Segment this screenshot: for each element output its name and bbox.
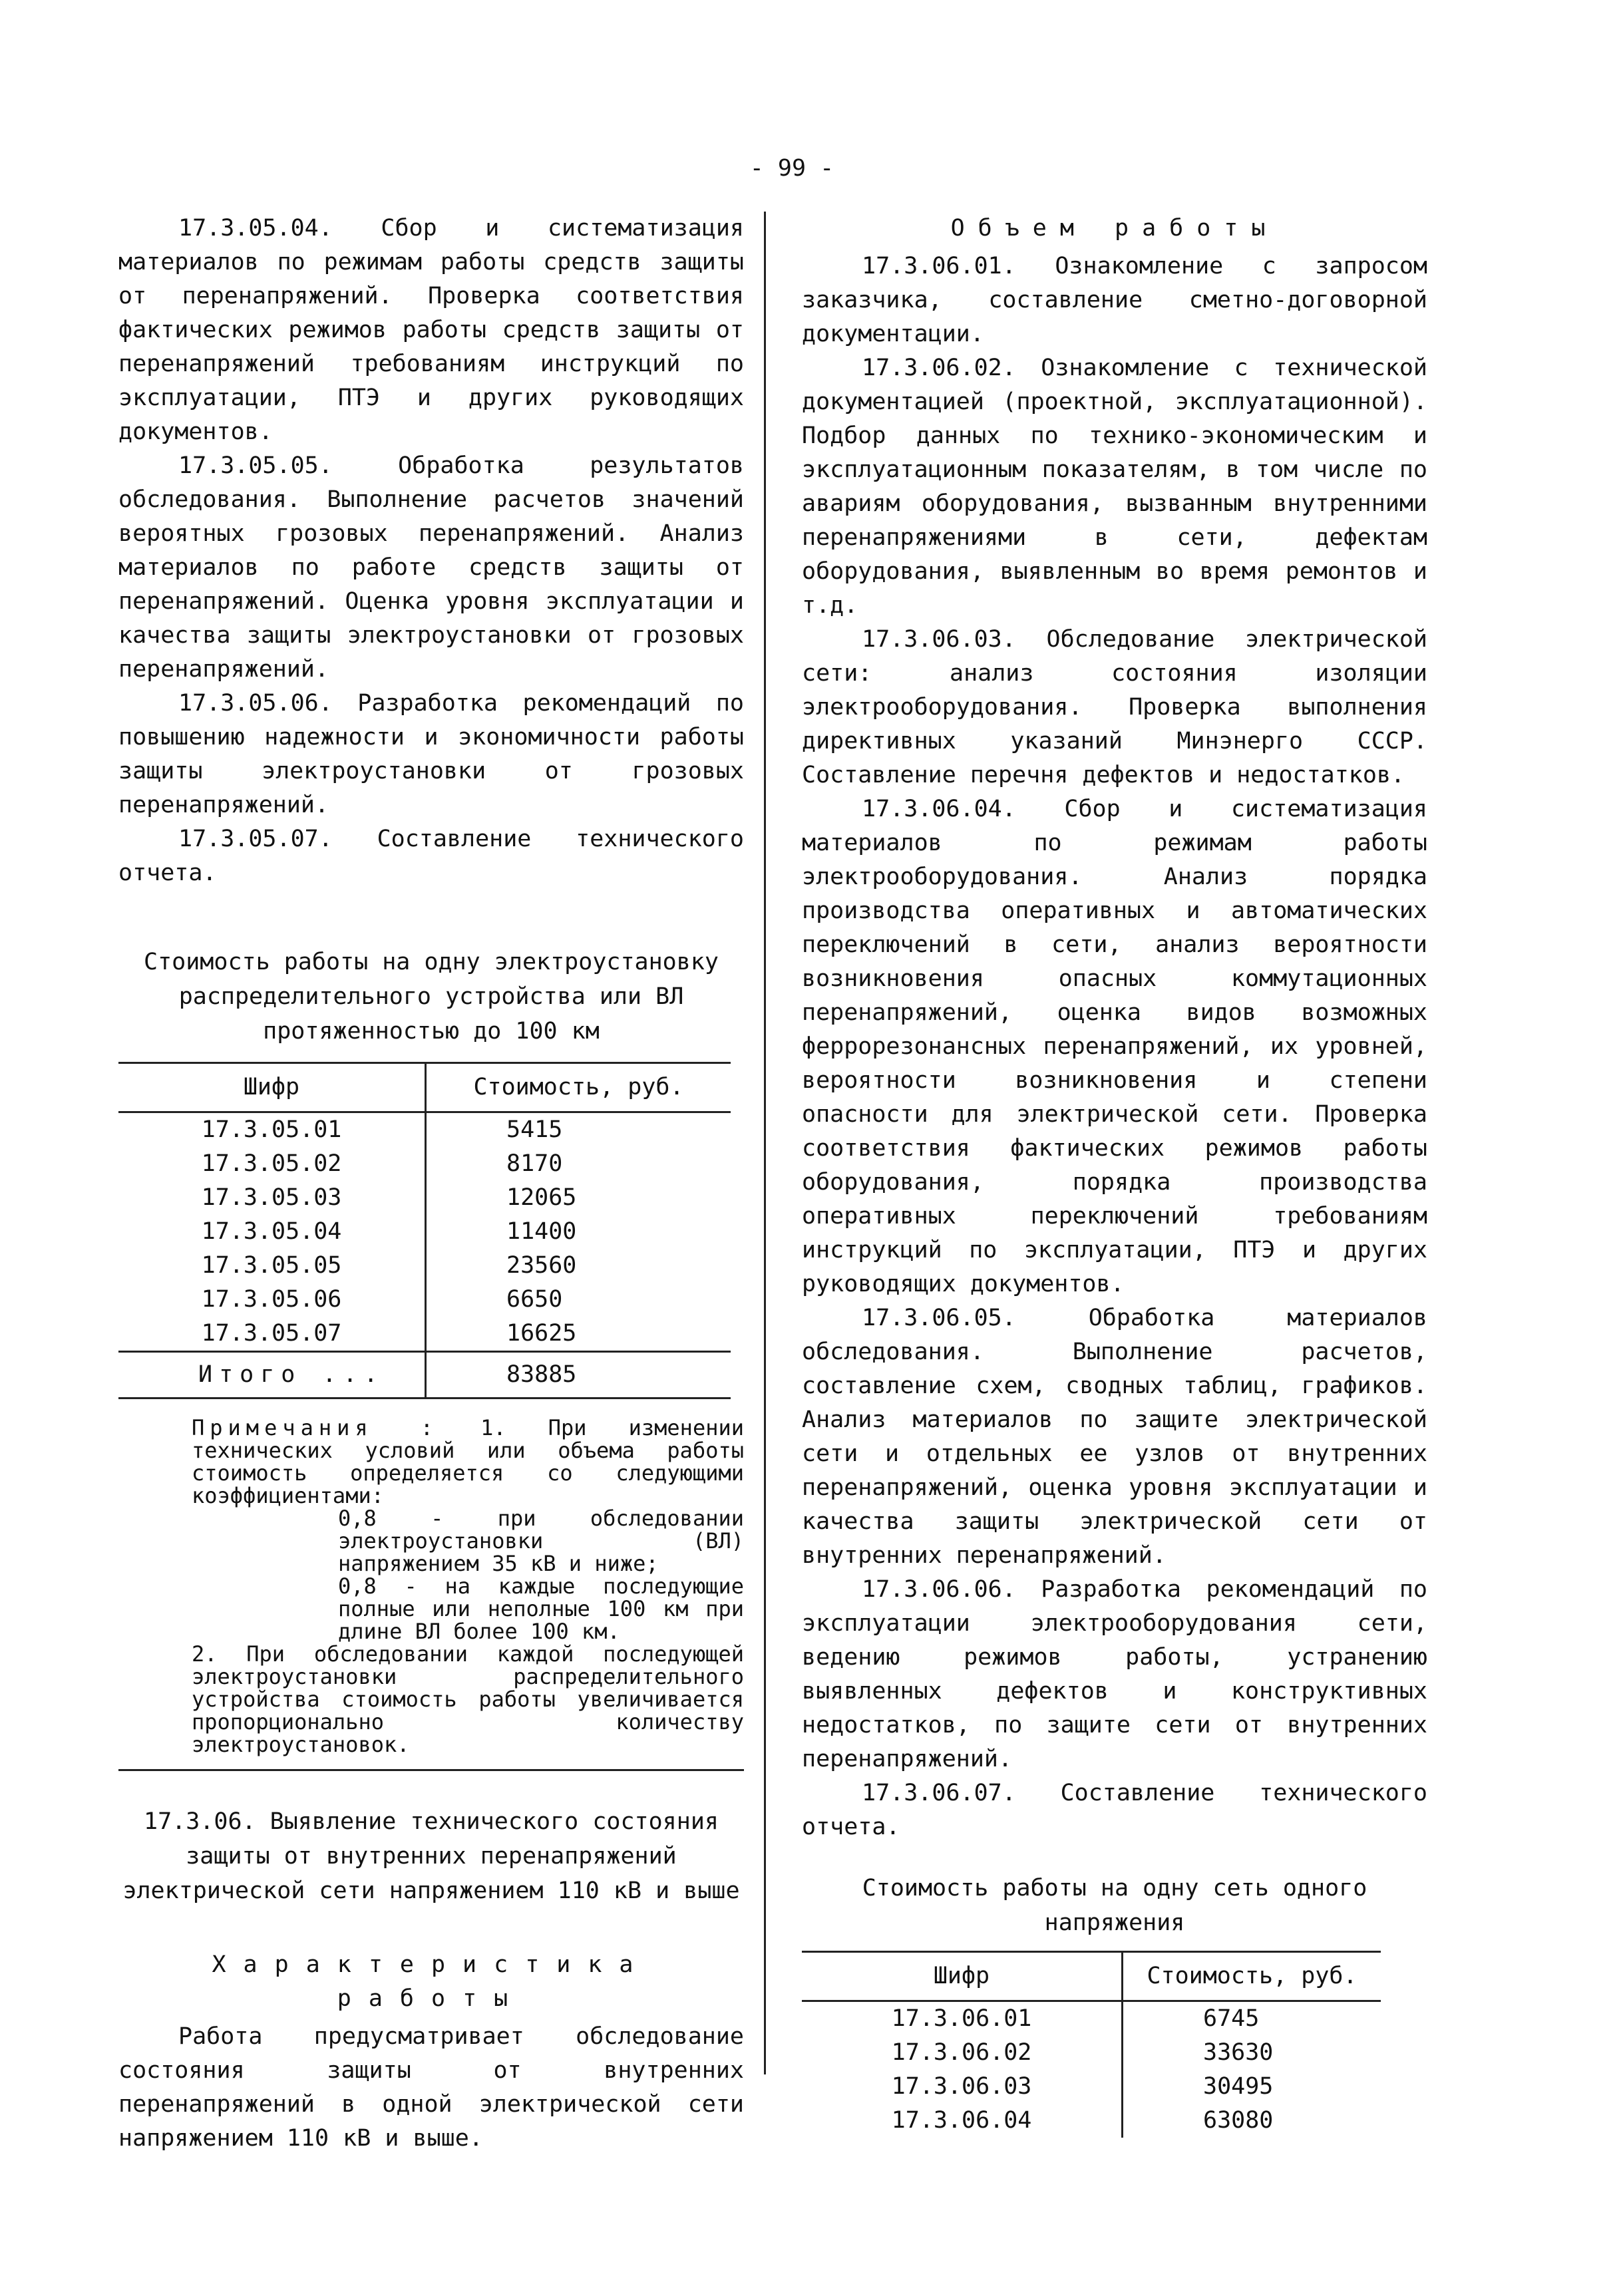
- table-cell-cost: 33630: [1203, 2039, 1274, 2066]
- paragraph-17-3-06-07: 17.3.06.07. Составление технического отчета.: [802, 1780, 1427, 1840]
- coefficient-1: 0,8 - при обследовании электроустановки (ВЛ) напряжением 35 кВ и ниже;: [338, 1506, 744, 1576]
- coefficient-2: 0,8 - на каждые последующие полные или неполные 100 км при длине ВЛ более 100 км.: [338, 1573, 744, 1644]
- paragraph-17-3-06-05: 17.3.06.05. Обработка материалов обследования. Выполнение расчетов, составление схем, сводных таблиц, графиков. Анализ материалов по защите электрической сети и отдельных ее узлов от внутренних перенапряжений, оценка уровня эксплуатации и качества защиты электрической сети от внутренних перенапряжений.: [802, 1305, 1427, 1569]
- table-row: [802, 2001, 1381, 2037]
- table-cell-cost: 11400: [506, 1218, 577, 1245]
- paragraph-17-3-06-01: 17.3.06.01. Ознакомление с запросом заказчика, составление сметно-договорной документации.: [802, 253, 1427, 347]
- scope-heading: Объем работы: [950, 215, 1279, 242]
- page-number: - 99 -: [749, 155, 834, 182]
- total-label: Итого ...: [118, 1352, 426, 1398]
- table-cell-code: 17.3.05.06: [118, 1283, 426, 1317]
- table-cell-code: 17.3.05.03: [118, 1181, 426, 1215]
- table-row: [802, 2104, 1381, 2138]
- table-cell-code: 17.3.06.01: [802, 2001, 1123, 2037]
- table-cell-cost: 23560: [506, 1252, 577, 1279]
- table-row: [118, 1215, 731, 1249]
- section-title-17-3-06: 17.3.06. Выявление технического состояния защиты от внутренних перенапряжений электрической сети напряжением 110 кВ и выше: [122, 1808, 740, 1904]
- paragraph-17-3-06-06: 17.3.06.06. Разработка рекомендаций по эксплуатации электрооборудования сети, ведению режимов работы, устранению выявленных дефектов и конструктивных недостатков, по защите сети от внутренних перенапряжений.: [802, 1576, 1427, 1772]
- notes-block: [192, 1416, 744, 1756]
- table-row: [118, 1283, 731, 1317]
- table-row: [118, 1112, 731, 1148]
- table-cell-code: 17.3.05.04: [118, 1215, 426, 1249]
- paragraph-17-3-06-04: 17.3.06.04. Сбор и систематизация материалов по режимам работы электрооборудования. Анализ порядка производства оперативных и автоматических переключений в сети, анализ вероятности возникновения опасных коммутационных перенапряжений, оценка видов возможных феррорезонансных перенапряжений, их уровней, вероятности возникновения и степени опасности для электрической сети. Проверка соответствия фактических режимов работы оборудования, порядка производства оперативных переключений требованиям инструкций по эксплуатации, ПТЭ и других руководящих документов.: [802, 796, 1427, 1297]
- paragraph-17-3-05-05: 17.3.05.05. Обработка результатов обследования. Выполнение расчетов значений вероятных грозовых перенапряжений. Анализ материалов по работе средств защиты от перенапряжений. Оценка уровня эксплуатации и качества защиты электроустановки от грозовых перенапряжений.: [118, 452, 744, 683]
- cost-table-right: [802, 1951, 1381, 2138]
- note-1: 1. При изменении технических условий или объема работы стоимость определяется со следующими коэффициентами:: [192, 1415, 745, 1508]
- table-cell-code: 17.3.05.01: [118, 1112, 426, 1148]
- paragraph-17-3-05-04: 17.3.05.04. Сбор и систематизация материалов по режимам работы средств защиты от перенапряжений. Проверка соответствия фактических режимов работы средств защиты от перенапряжений требованиям инструкций по эксплуатации, ПТЭ и других руководящих документов.: [118, 215, 744, 445]
- table-row: [802, 2036, 1381, 2070]
- column-header-cost: Стоимость, руб.: [1123, 1952, 1381, 2001]
- table-row: [118, 1317, 731, 1352]
- table-row: [118, 1181, 731, 1215]
- table-cell-cost: 6745: [1203, 2005, 1260, 2032]
- table-caption-right: Стоимость работы на одну сеть одного напряжения: [862, 1875, 1367, 1936]
- table-cell-cost: 8170: [506, 1150, 563, 1177]
- table-row: [118, 1249, 731, 1283]
- column-header-cost: Стоимость, руб.: [426, 1063, 731, 1112]
- table-row: [802, 2070, 1381, 2104]
- cost-table-left: [118, 1062, 731, 1399]
- paragraph-17-3-05-06: 17.3.05.06. Разработка рекомендаций по повышению надежности и экономичности работы защиты электроустановки от грозовых перенапряжений.: [118, 690, 744, 818]
- characteristic-text: Работа предусматривает обследование состояния защиты от внутренних перенапряжений в одной электрической сети напряжением 110 кВ и выше.: [118, 2023, 744, 2152]
- column-header-code: Шифр: [802, 1952, 1123, 2001]
- table-cell-code: 17.3.06.03: [802, 2070, 1123, 2104]
- characteristic-heading: Характеристика работы: [212, 1951, 651, 2012]
- table-caption-left: Стоимость работы на одну электроустановку распределительного устройства или ВЛ протяженностью до 100 км: [144, 949, 719, 1045]
- left-column: [118, 212, 744, 2156]
- table-cell-cost: 5415: [506, 1116, 563, 1143]
- table-cell-code: 17.3.05.02: [118, 1147, 426, 1181]
- right-column: [802, 212, 1427, 2138]
- table-cell-code: 17.3.05.05: [118, 1249, 426, 1283]
- table-total-row: [118, 1352, 731, 1398]
- total-value: 83885: [426, 1352, 731, 1398]
- notes-rule: [118, 1769, 744, 1771]
- column-divider: [764, 212, 766, 2074]
- paragraph-17-3-05-07: 17.3.05.07. Составление технического отчета.: [118, 826, 744, 886]
- table-row: [118, 1147, 731, 1181]
- table-cell-code: 17.3.06.02: [802, 2036, 1123, 2070]
- table-cell-cost: 30495: [1203, 2073, 1274, 2100]
- paragraph-17-3-06-03: 17.3.06.03. Обследование электрической сети: анализ состояния изоляции электрооборудования. Проверка выполнения директивных указаний Минэнерго СССР. Составление перечня дефектов и недостатков.: [802, 626, 1427, 788]
- note-2: 2. При обследовании каждой последующей электроустановки распределительного устройства стоимость работы увеличивается пропорционально количеству электроустановок.: [192, 1641, 744, 1757]
- table-cell-cost: 6650: [506, 1286, 563, 1313]
- table-cell-code: 17.3.05.07: [118, 1317, 426, 1352]
- table-cell-cost: 16625: [506, 1320, 577, 1347]
- paragraph-17-3-06-02: 17.3.06.02. Ознакомление с технической документацией (проектной, эксплуатационной). Подбор данных по технико-экономическим и эксплуатационным показателям, в том числе по авариям оборудования, вызванным внутренними перенапряжениями в сети, дефектам оборудования, выявленным во время ремонтов и т.д.: [802, 355, 1427, 619]
- table-cell-cost: 63080: [1203, 2107, 1274, 2134]
- table-cell-code: 17.3.06.04: [802, 2104, 1123, 2138]
- notes-lead: Примечания :: [192, 1415, 439, 1440]
- column-header-code: Шифр: [118, 1063, 426, 1112]
- table-cell-cost: 12065: [506, 1184, 577, 1211]
